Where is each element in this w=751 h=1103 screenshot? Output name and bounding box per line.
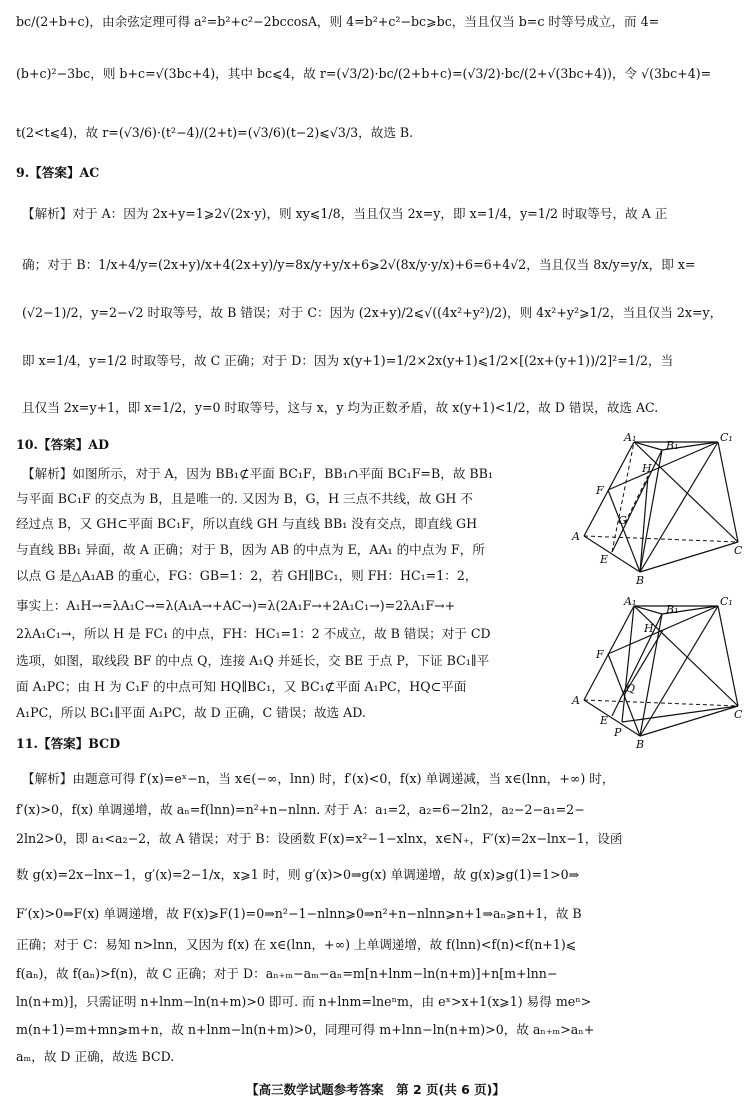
- q11-heading: [16, 736, 737, 752]
- q9-number: 9.: [16, 165, 30, 180]
- q10-answer: 【答案】AD: [37, 437, 109, 452]
- fig2-label-c: C: [734, 708, 743, 721]
- fig2-label-a: A: [572, 694, 580, 707]
- fig1-label-a1: A₁: [624, 432, 637, 444]
- fig2-label-b1: B₁: [666, 603, 679, 616]
- q11-line-8: ln(n+m)]，只需证明 n+lnm−ln(n+m)>0 即可. 而 n+lnm=lneⁿm，由 eˣ>x+1(x⩾1) 易得 meⁿ>: [16, 994, 592, 1009]
- q10-line-3: 经过点 B，又 GH⊂平面 BC₁F，所以直线 GH 与直线 BB₁ 没有交点，即直线 GH: [16, 516, 478, 531]
- fig1-label-f: F: [596, 484, 604, 497]
- q9-line-4: 即 x=1/4，y=1/2 时取等号，故 C 正确；对于 D：因为 x(y+1)=1/2×2x(y+1)⩽1/2×[(2x+(y+1))/2]²=1/2，当: [22, 353, 674, 368]
- q9-answer: 【答案】AC: [29, 165, 100, 180]
- prism-figure-1: [570, 432, 746, 584]
- q11-line-6: 正确；对于 C：易知 n>lnn，又因为 f(x) 在 x∈(lnn，+∞) 上单调递增，故 f(lnn)<f(n)<f(n+1)⩽: [16, 937, 577, 952]
- page-footer: 【高三数学试题参考答案 第 2 页(共 6 页)】: [246, 1082, 505, 1097]
- q11-line-4: 数 g(x)=2x−lnx−1，g′(x)=2−1/x，x⩾1 时，则 g′(x)>0⇒g(x) 单调递增，故 g(x)⩾g(1)=1>0⇒: [16, 867, 580, 882]
- q9-line-5: 且仅当 2x=y+1，即 x=1/2，y=0 时取等号，这与 x，y 均为正数矛盾，故 x(y+1)<1/2，故 D 错误，故选 AC.: [22, 400, 659, 415]
- q10-line-1: 【解析】如图所示，对于 A，因为 BB₁⊄平面 BC₁F，BB₁∩平面 BC₁F=B，故 BB₁: [22, 466, 493, 481]
- fig2-label-q: Q: [626, 682, 636, 695]
- fig1-label-a: A: [572, 530, 580, 543]
- header-line-1: bc/(2+b+c)，由余弦定理可得 a²=b²+c²−2bccosA，则 4=b²+c²−bc⩾bc，当且仅当 b=c 时等号成立，而 4=: [16, 14, 660, 29]
- q9-heading: [16, 165, 737, 181]
- fig2-label-a1: A₁: [624, 596, 637, 608]
- fig1-label-g: G: [618, 514, 627, 527]
- fig1-label-b: B: [636, 574, 645, 584]
- q11-number: 11.: [16, 736, 38, 751]
- q10-line-7: 2λA₁C₁→，所以 H 是 FC₁ 的中点，FH：HC₁=1：2 不成立，故 B 错误；对于 CD: [16, 626, 491, 641]
- q10-line-2: 与平面 BC₁F 的交点为 B，且是唯一的. 又因为 B，G，H 三点不共线，故 GH 不: [16, 491, 473, 506]
- q11-answer: 【答案】BCD: [37, 736, 121, 751]
- fig2-label-e: E: [600, 714, 609, 727]
- q10-line-10: A₁PC，所以 BC₁∥平面 A₁PC，故 D 正确，C 错误；故选 AD.: [16, 705, 366, 720]
- q11-line-2: f′(x)>0，f(x) 单调递增，故 aₙ=f(lnn)=n²+n−nlnn. 对于 A：a₁=2，a₂=6−2ln2，a₂−2−a₁=2−: [16, 802, 585, 817]
- q11-line-10: aₘ，故 D 正确，故选 BCD.: [16, 1049, 175, 1064]
- fig1-label-c: C: [734, 544, 743, 557]
- q9-line-2: 确；对于 B：1/x+4/y=(2x+y)/x+4(2x+y)/y=8x/y+y/x+6⩾2√(8x/y·y/x)+6=6+4√2，当且仅当 8x/y=y/x，即 x=: [22, 257, 696, 272]
- fig2-label-p: P: [614, 726, 622, 739]
- header-line-3: t(2<t⩽4)，故 r=(√3/6)·(t²−4)/(2+t)=(√3/6)(t−2)⩽√3/3，故选 B.: [16, 125, 414, 140]
- fig1-label-c1: C₁: [720, 432, 733, 444]
- q10-line-6: 事实上：A₁H→=λA₁C→=λ(A₁A→+AC→)=λ(2A₁F→+2A₁C₁→)=2λA₁F→+: [16, 598, 456, 613]
- fig2-label-f: F: [596, 648, 604, 661]
- header-line-2: (b+c)²−3bc，则 b+c=√(3bc+4)，其中 bc⩽4，故 r=(√3/2)·bc/(2+b+c)=(√3/2)·bc/(2+√(3bc+4))，令 √(3bc+4)=: [16, 66, 712, 81]
- fig1-label-b1: B₁: [666, 439, 679, 452]
- q11-line-9: m(n+1)=m+mn⩾m+n，故 n+lnm−ln(n+m)>0，同理可得 m+lnn−ln(n+m)>0，故 aₙ₊ₘ>aₙ+: [16, 1022, 595, 1037]
- fig2-label-b: B: [636, 738, 645, 748]
- q10-line-9: 面 A₁PC；由 H 为 C₁F 的中点可知 HQ∥BC₁，又 BC₁⊄平面 A₁PC，HQ⊂平面: [16, 679, 467, 694]
- q10-line-8: 选项，如图，取线段 BF 的中点 Q，连接 A₁Q 并延长，交 BE 于点 P，下证 BC₁∥平: [16, 653, 490, 668]
- q11-line-3: 2ln2>0，即 a₁<a₂−2，故 A 错误；对于 B：设函数 F(x)=x²−1−xlnx，x∈N₊，F′(x)=2x−lnx−1，设函: [16, 831, 623, 846]
- fig2-label-c1: C₁: [720, 596, 733, 608]
- q11-line-5: F′(x)>0⇒F(x) 单调递增，故 F(x)⩾F(1)=0⇒n²−1−nlnn⩾0⇒n²+n−nlnn⩾n+1⇒aₙ⩾n+1，故 B: [16, 906, 582, 921]
- fig1-label-h: H: [642, 462, 652, 475]
- q9-line-1: 【解析】对于 A：因为 2x+y=1⩾2√(2x·y)，则 xy⩽1/8，当且仅当 2x=y，即 x=1/4，y=1/2 时取等号，故 A 正: [22, 206, 668, 221]
- q10-number: 10.: [16, 437, 38, 452]
- q11-line-1: 【解析】由题意可得 f′(x)=eˣ−n，当 x∈(−∞，lnn) 时，f′(x)<0，f(x) 单调递减，当 x∈(lnn，+∞) 时，: [22, 771, 615, 786]
- fig2-label-h: H: [644, 622, 654, 635]
- prism-figure-2: [570, 596, 746, 748]
- q10-line-5: 以点 G 是△A₁AB 的重心，FG：GB=1：2，若 GH∥BC₁，则 FH：HC₁=1：2，: [16, 568, 478, 583]
- q9-line-3: (√2−1)/2，y=2−√2 时取等号，故 B 错误；对于 C：因为 (2x+y)/2⩽√((4x²+y²)/2)，则 4x²+y²⩾1/2，当且仅当 2x=y，: [22, 305, 723, 320]
- q11-line-7: f(aₙ)，故 f(aₙ)>f(n)，故 C 正确；对于 D：aₙ₊ₘ−aₘ−aₙ=m[n+lnm−ln(n+m)]+n[m+lnn−: [16, 966, 558, 981]
- q10-line-4: 与直线 BB₁ 异面，故 A 正确；对于 B，因为 AB 的中点为 E，AA₁ 的中点为 F，所: [16, 542, 485, 557]
- fig1-label-e: E: [600, 553, 609, 566]
